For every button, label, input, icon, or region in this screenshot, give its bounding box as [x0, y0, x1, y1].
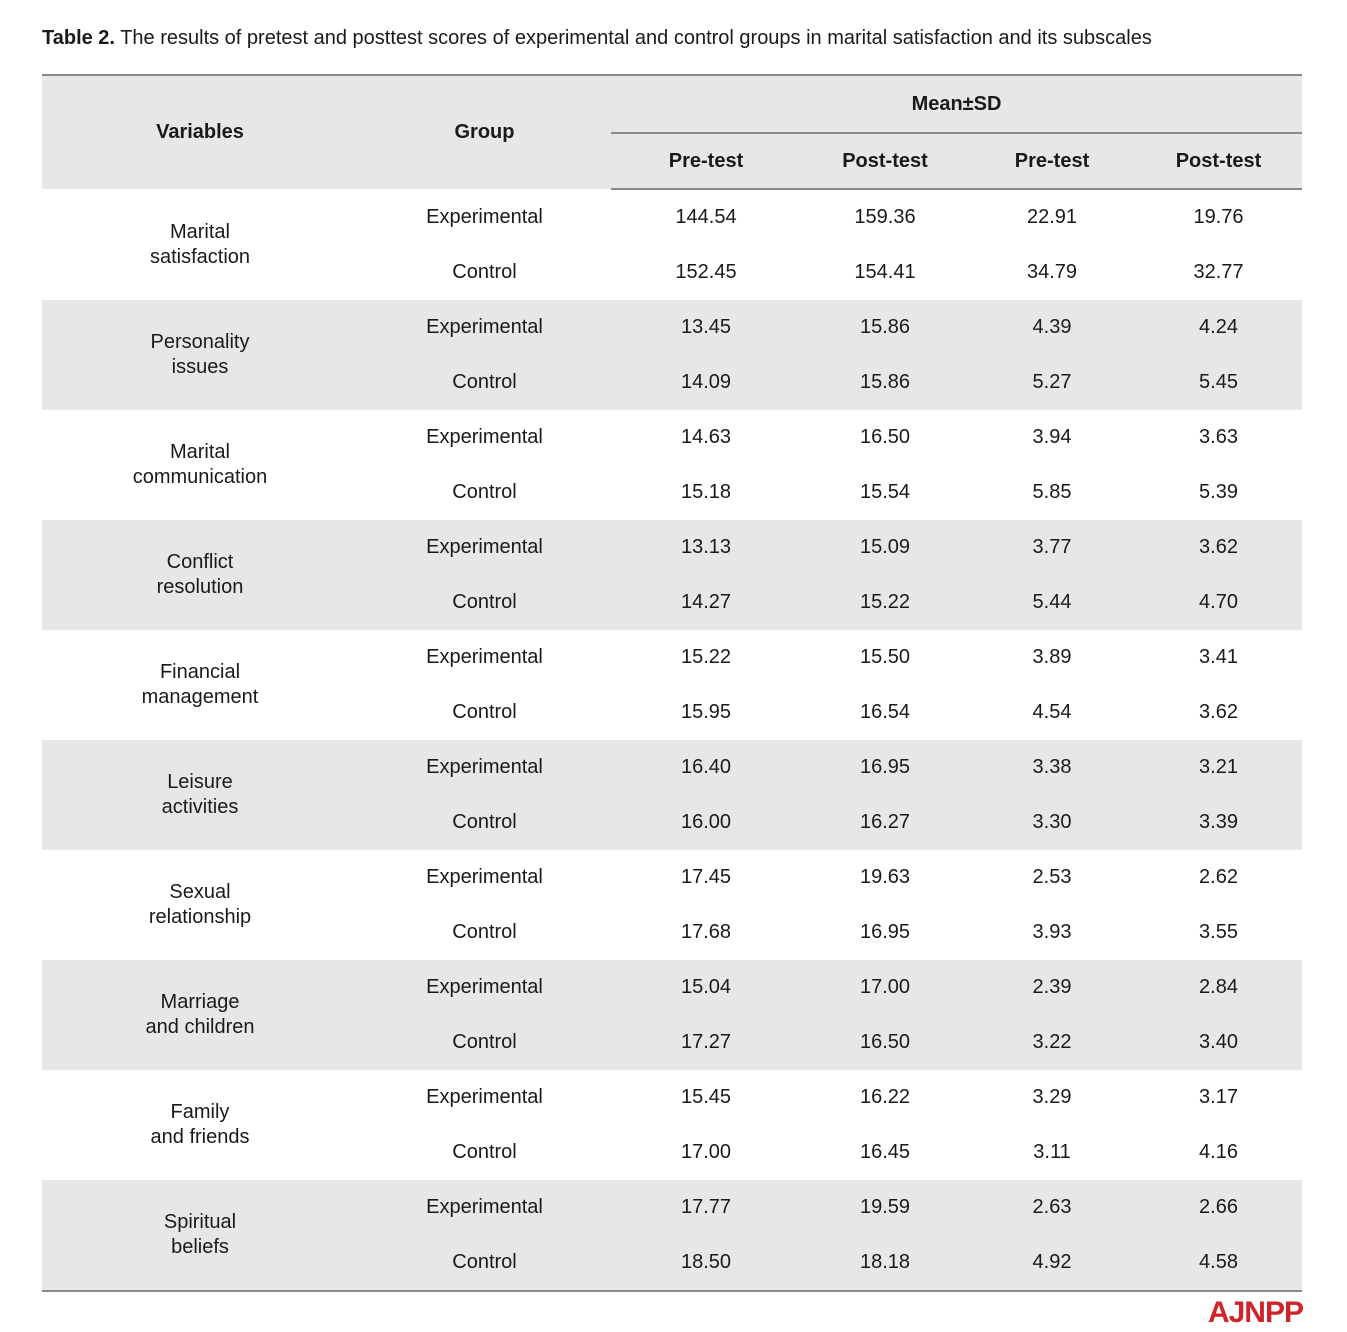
header-pretest-1: Pre-test — [611, 133, 801, 189]
group-cell: Control — [452, 1141, 517, 1163]
value-cell: 22.91 — [1026, 206, 1078, 228]
value-cell: 17.00 — [801, 960, 969, 1015]
variable-name-line: Sexual — [169, 881, 231, 903]
value-cell: 13.45 — [611, 300, 801, 355]
value-cell: 3.11 — [1033, 1141, 1071, 1163]
value-cell: 17.45 — [680, 866, 732, 888]
value-cell: 16.40 — [611, 740, 801, 795]
value-cell: 32.77 — [1193, 261, 1244, 283]
value-cell: 15.54 — [859, 481, 911, 503]
value-cell: 3.89 — [1032, 646, 1072, 668]
value-cell: 3.63 — [1199, 426, 1238, 448]
value-cell: 4.58 — [1135, 1235, 1302, 1291]
value-cell: 3.62 — [1199, 701, 1238, 723]
variable-name-line: beliefs — [171, 1236, 229, 1258]
value-cell: 19.76 — [1193, 206, 1244, 228]
value-cell: 16.50 — [859, 426, 911, 448]
group-cell: Experimental — [358, 520, 611, 575]
header-variables: Variables — [42, 75, 358, 189]
value-cell: 14.09 — [611, 355, 801, 410]
value-cell: 4.92 — [969, 1235, 1135, 1291]
value-cell: 15.86 — [801, 300, 969, 355]
value-cell: 15.04 — [611, 960, 801, 1015]
table-row — [42, 1070, 1302, 1125]
value-cell: 3.38 — [969, 740, 1135, 795]
group-cell: Experimental — [358, 960, 611, 1015]
group-cell: Control — [452, 481, 517, 503]
value-cell: 154.41 — [854, 261, 916, 283]
group-cell: Experimental — [426, 1086, 543, 1108]
variable-name-line: Marital — [169, 220, 230, 243]
variable-cell — [42, 960, 358, 1070]
variable-name-line: activities — [161, 796, 239, 818]
variable-name-line: Personality — [150, 331, 250, 353]
value-cell: 17.27 — [611, 1015, 801, 1070]
value-cell: 3.17 — [1199, 1086, 1238, 1108]
variable-name-line: Spiritual — [163, 1211, 237, 1233]
variable-cell — [42, 850, 358, 960]
variable-name-line: Financial — [159, 661, 241, 683]
variable-cell — [42, 300, 358, 410]
variable-name-line: management — [141, 686, 259, 708]
value-cell: 16.95 — [801, 740, 969, 795]
value-cell: 3.40 — [1135, 1015, 1302, 1070]
table-row — [42, 300, 1302, 355]
value-cell: 13.13 — [611, 520, 801, 575]
value-cell: 17.68 — [680, 921, 732, 943]
value-cell: 3.30 — [969, 795, 1135, 850]
value-cell: 19.63 — [859, 866, 911, 888]
value-cell: 5.44 — [969, 575, 1135, 630]
value-cell: 3.39 — [1135, 795, 1302, 850]
group-cell: Experimental — [426, 866, 543, 888]
table-row — [42, 410, 1302, 465]
value-cell: 3.21 — [1135, 740, 1302, 795]
value-cell: 16.27 — [801, 795, 969, 850]
variable-name-line: relationship — [148, 906, 252, 928]
value-cell: 17.77 — [611, 1180, 801, 1235]
value-cell: 5.45 — [1135, 355, 1302, 410]
value-cell: 3.41 — [1199, 646, 1238, 668]
group-cell: Control — [358, 575, 611, 630]
variable-name-line: issues — [171, 356, 229, 378]
value-cell: 17.00 — [680, 1141, 732, 1163]
value-cell: 144.54 — [675, 206, 737, 228]
header-group: Group — [358, 75, 611, 189]
value-cell: 15.22 — [801, 575, 969, 630]
group-cell: Control — [452, 261, 517, 283]
value-cell: 5.85 — [1032, 481, 1072, 503]
group-cell: Control — [358, 355, 611, 410]
value-cell: 4.24 — [1135, 300, 1302, 355]
variable-name-line: Leisure — [167, 771, 233, 793]
table-caption — [42, 24, 1152, 52]
header-mean-sd: Mean±SD — [611, 75, 1302, 133]
value-cell: 18.18 — [801, 1235, 969, 1291]
group-cell: Experimental — [358, 300, 611, 355]
value-cell: 3.62 — [1135, 520, 1302, 575]
variable-name-line: resolution — [156, 576, 244, 598]
variable-name-line: Marriage — [160, 991, 240, 1013]
value-cell: 4.70 — [1135, 575, 1302, 630]
variable-cell — [42, 1180, 358, 1291]
variable-name-line: and children — [145, 1016, 255, 1038]
variable-cell — [42, 1070, 358, 1180]
variable-name-line: communication — [132, 466, 268, 488]
value-cell: 152.45 — [675, 261, 737, 283]
variable-name-line: and friends — [150, 1126, 250, 1148]
value-cell: 15.45 — [680, 1086, 732, 1108]
value-cell: 2.62 — [1199, 866, 1238, 888]
variable-name-line: satisfaction — [149, 245, 251, 268]
group-cell: Control — [358, 1235, 611, 1291]
group-cell: Experimental — [358, 1180, 611, 1235]
results-table — [42, 74, 1302, 1292]
value-cell: 4.16 — [1199, 1141, 1238, 1163]
value-cell: 2.63 — [969, 1180, 1135, 1235]
variable-cell — [42, 520, 358, 630]
variable-name-line: Family — [170, 1101, 230, 1123]
value-cell: 15.95 — [680, 701, 732, 723]
value-cell: 3.94 — [1032, 426, 1072, 448]
value-cell: 16.50 — [801, 1015, 969, 1070]
variable-cell — [42, 630, 358, 740]
header-posttest-2: Post-test — [1135, 133, 1302, 189]
table-row — [42, 630, 1302, 685]
caption-text: The results of pretest and posttest scores of experimental and control groups in marital satisfaction and its subscales — [115, 27, 1152, 49]
table-row — [42, 189, 1302, 245]
value-cell: 34.79 — [1026, 261, 1078, 283]
value-cell: 14.27 — [611, 575, 801, 630]
table-body — [42, 189, 1302, 1291]
variable-cell — [42, 189, 358, 300]
variable-name-line: Marital — [169, 441, 230, 463]
group-cell: Experimental — [426, 205, 543, 228]
value-cell: 3.55 — [1199, 921, 1238, 943]
value-cell: 5.39 — [1199, 481, 1238, 503]
value-cell: 3.77 — [969, 520, 1135, 575]
value-cell: 16.95 — [859, 921, 911, 943]
table-row — [42, 960, 1302, 1015]
value-cell: 5.27 — [969, 355, 1135, 410]
value-cell: 15.18 — [680, 481, 732, 503]
table-row — [42, 850, 1302, 905]
value-cell: 18.50 — [611, 1235, 801, 1291]
variable-cell — [42, 410, 358, 520]
value-cell: 15.09 — [801, 520, 969, 575]
value-cell: 3.29 — [1032, 1086, 1072, 1108]
value-cell: 4.54 — [1032, 701, 1072, 723]
value-cell: 15.22 — [680, 646, 732, 668]
value-cell: 16.00 — [611, 795, 801, 850]
header-posttest-1: Post-test — [801, 133, 969, 189]
variable-name-line: Conflict — [166, 551, 234, 573]
table-row — [42, 740, 1302, 795]
value-cell: 2.66 — [1135, 1180, 1302, 1235]
caption-label: Table 2. — [42, 27, 115, 49]
value-cell: 16.22 — [859, 1086, 911, 1108]
value-cell: 14.63 — [680, 426, 732, 448]
group-cell: Control — [358, 1015, 611, 1070]
value-cell: 3.22 — [969, 1015, 1135, 1070]
value-cell: 16.45 — [859, 1141, 911, 1163]
variable-cell — [42, 740, 358, 850]
value-cell: 2.84 — [1135, 960, 1302, 1015]
value-cell: 2.53 — [1032, 866, 1072, 888]
table-row — [42, 1180, 1302, 1235]
value-cell: 2.39 — [969, 960, 1135, 1015]
journal-logo: AJNPP — [1207, 1296, 1303, 1329]
table-row — [42, 520, 1302, 575]
group-cell: Control — [452, 921, 517, 943]
value-cell: 19.59 — [801, 1180, 969, 1235]
group-cell: Experimental — [426, 646, 543, 668]
value-cell: 16.54 — [859, 701, 911, 723]
group-cell: Experimental — [426, 426, 543, 448]
value-cell: 15.50 — [859, 646, 911, 668]
value-cell: 15.86 — [801, 355, 969, 410]
group-cell: Experimental — [358, 740, 611, 795]
value-cell: 3.93 — [1032, 921, 1072, 943]
value-cell: 159.36 — [854, 206, 916, 228]
group-cell: Control — [452, 701, 517, 723]
value-cell: 4.39 — [969, 300, 1135, 355]
group-cell: Control — [358, 795, 611, 850]
header-pretest-2: Pre-test — [969, 133, 1135, 189]
